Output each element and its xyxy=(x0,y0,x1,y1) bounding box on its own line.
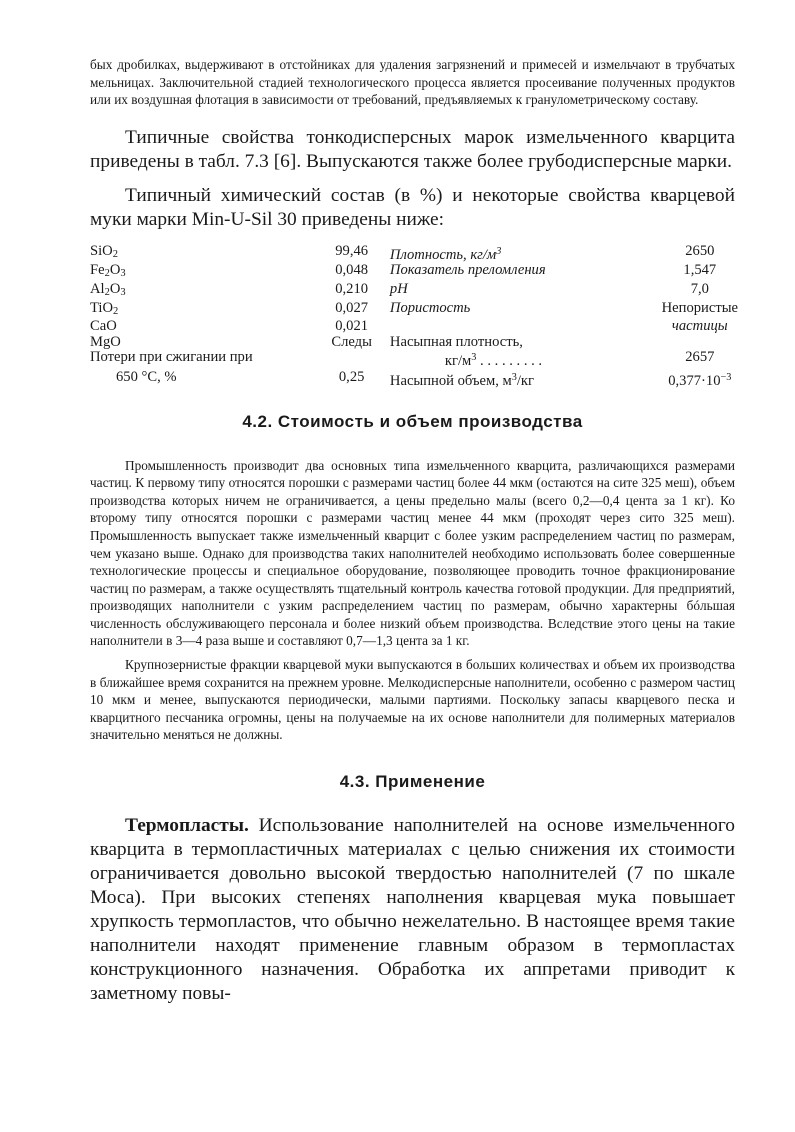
table-row xyxy=(90,370,738,390)
value-al2o3: 0,210 xyxy=(335,280,369,297)
thermoplastics-paragraph xyxy=(90,814,735,1006)
table-row xyxy=(90,244,738,264)
formula-sio2: SiO2 xyxy=(90,242,118,260)
table-row xyxy=(90,282,738,301)
value-bulk-volume: $0,377\cdot 10^{-3}$ xyxy=(668,371,732,389)
label-density: Плотность, $кг/м^3$ xyxy=(389,245,502,263)
value-bulk-density: 2657 xyxy=(685,349,715,366)
table-row xyxy=(90,350,738,370)
section-heading-cost: 4.2. Стоимость и объем производства xyxy=(242,411,583,431)
cost-paragraph-2: Крупнозернистые фракции кварцевой муки выпускаются в больших количествах и объем их производства в ближайшее время сохранится на прежнем уровне. Мелкодисперсные наполнители, особенно с размером частиц 10 мкм и менее, выпускаются периодически, малыми партиями. Поскольку запасы кварцевого песка и кварцитного песчаника огромны, цены на получаемые на их основе наполнители для полимерных материалов значительно меняться не должны. xyxy=(90,657,735,743)
formula-tio2: TiO2 xyxy=(90,299,119,317)
value-refractive-index: 1,547 xyxy=(683,262,717,279)
typical-properties-paragraph: Типичные свойства тонкодисперсных марок измельченного кварцита приведены в табл. 7.3 [6]. Выпускаются также более грубодисперсные марки. xyxy=(90,126,735,172)
label-porosity: Пористость xyxy=(389,299,471,316)
value-fe2o3: 0,048 xyxy=(335,262,369,279)
value-density: 2650 xyxy=(685,242,715,259)
label-ph: pH xyxy=(389,280,408,297)
table-row xyxy=(90,335,738,351)
thermoplastics-text: Использование наполнителей на основе измельченного кварцита в термопластичных материалах с целью снижения их стоимости ограничивается довольно высокой твердостью наполнителей (7 по шкале Моса). При высоких степенях наполнения кварцевая мука повышает хрупкость термопластов, что обычно нежелательно. В настоящее время такие наполнители находят применение главным образом в термопластах конструкционного назначения. Обработка их аппретами приводит к заметному повы- xyxy=(90,815,735,1005)
formula-cao: CaO xyxy=(90,318,117,335)
composition-properties-table xyxy=(90,244,738,390)
table-row xyxy=(90,319,738,335)
value-porosity-line2: частицы xyxy=(671,318,728,335)
section-heading-applications: 4.3. Применение xyxy=(339,772,486,792)
value-mgo: Следы xyxy=(331,333,372,350)
cost-paragraph-1: Промышленность производит два основных типа измельченного кварцита, различающихся размерами частиц. К первому типу относятся порошки с размерами частиц более 44 мкм (остаются на сите 325 меш), объем производства которых ничем не ограничивается, а цены предельно малы (всего 0,2—0,4 цента за 1 кг). Ко второму типу относятся порошки с размерами частиц менее 44 мкм (проходят через сито 325 меш). Промышленность выпускает также измельченный кварцит с более узким распределением частиц по размерам, чем указано выше. Однако для производства таких наполнителей необходимо использовать более совершенные технологические процессы и специальное оборудование, позволяющее проводить точное фракционирование частиц по размерам, а также осуществлять тщательный контроль качества готовой продукции. Для предприятий, производящих наполнители с узким распределением частиц по размерам, обычно характерны бóльшая численность обслуживающего персонала и более низкий объем производства. Вследствие этого цены на такие наполнители в 3—4 раза выше и составляют 0,7—1,3 цента за 1 кг. xyxy=(90,457,735,649)
formula-al2o3: Al2O3 xyxy=(90,280,126,298)
label-bulk-density-line1: Насыпная плотность, xyxy=(389,333,523,350)
formula-fe2o3: Fe2O3 xyxy=(90,262,126,280)
label-refractive-index: Показатель преломления xyxy=(389,262,546,279)
label-bulk-volume: Насыпной объем, $м^3/кг$ xyxy=(389,371,534,389)
label-loss-line2: 650 °С, % xyxy=(116,368,177,385)
value-cao: 0,021 xyxy=(335,318,369,335)
value-porosity-line1: Непористые xyxy=(661,299,738,316)
chemical-composition-paragraph: Типичный химический состав (в %) и некоторые свойства кварцевой муки марки Min-U-Sil 30 приведены ниже: xyxy=(90,184,735,230)
value-tio2: 0,027 xyxy=(335,299,369,316)
value-ph: 7,0 xyxy=(690,280,709,297)
document-page xyxy=(90,56,738,1006)
value-loss: 0,25 xyxy=(338,368,365,385)
table-row xyxy=(90,263,738,282)
table-row xyxy=(90,301,738,320)
value-sio2: 99,46 xyxy=(335,242,369,259)
label-loss-line1: Потери при сжигании при xyxy=(90,349,253,366)
formula-mgo: MgO xyxy=(90,333,121,350)
label-bulk-density-line2: $кг/м^3$ . . . . . . . . . xyxy=(444,352,543,370)
thermoplastics-term: Термопласты. xyxy=(125,815,249,837)
intro-paragraph: бых дробилках, выдерживают в отстойниках для удаления загрязнений и примесей и измельчают в трубчатых мельницах. Заключительной стадией технологического процесса является просеивание полученных продуктов или их воздушная флотация в зависимости от требований, предъявляемых к гранулометрическому составу. xyxy=(90,57,735,108)
